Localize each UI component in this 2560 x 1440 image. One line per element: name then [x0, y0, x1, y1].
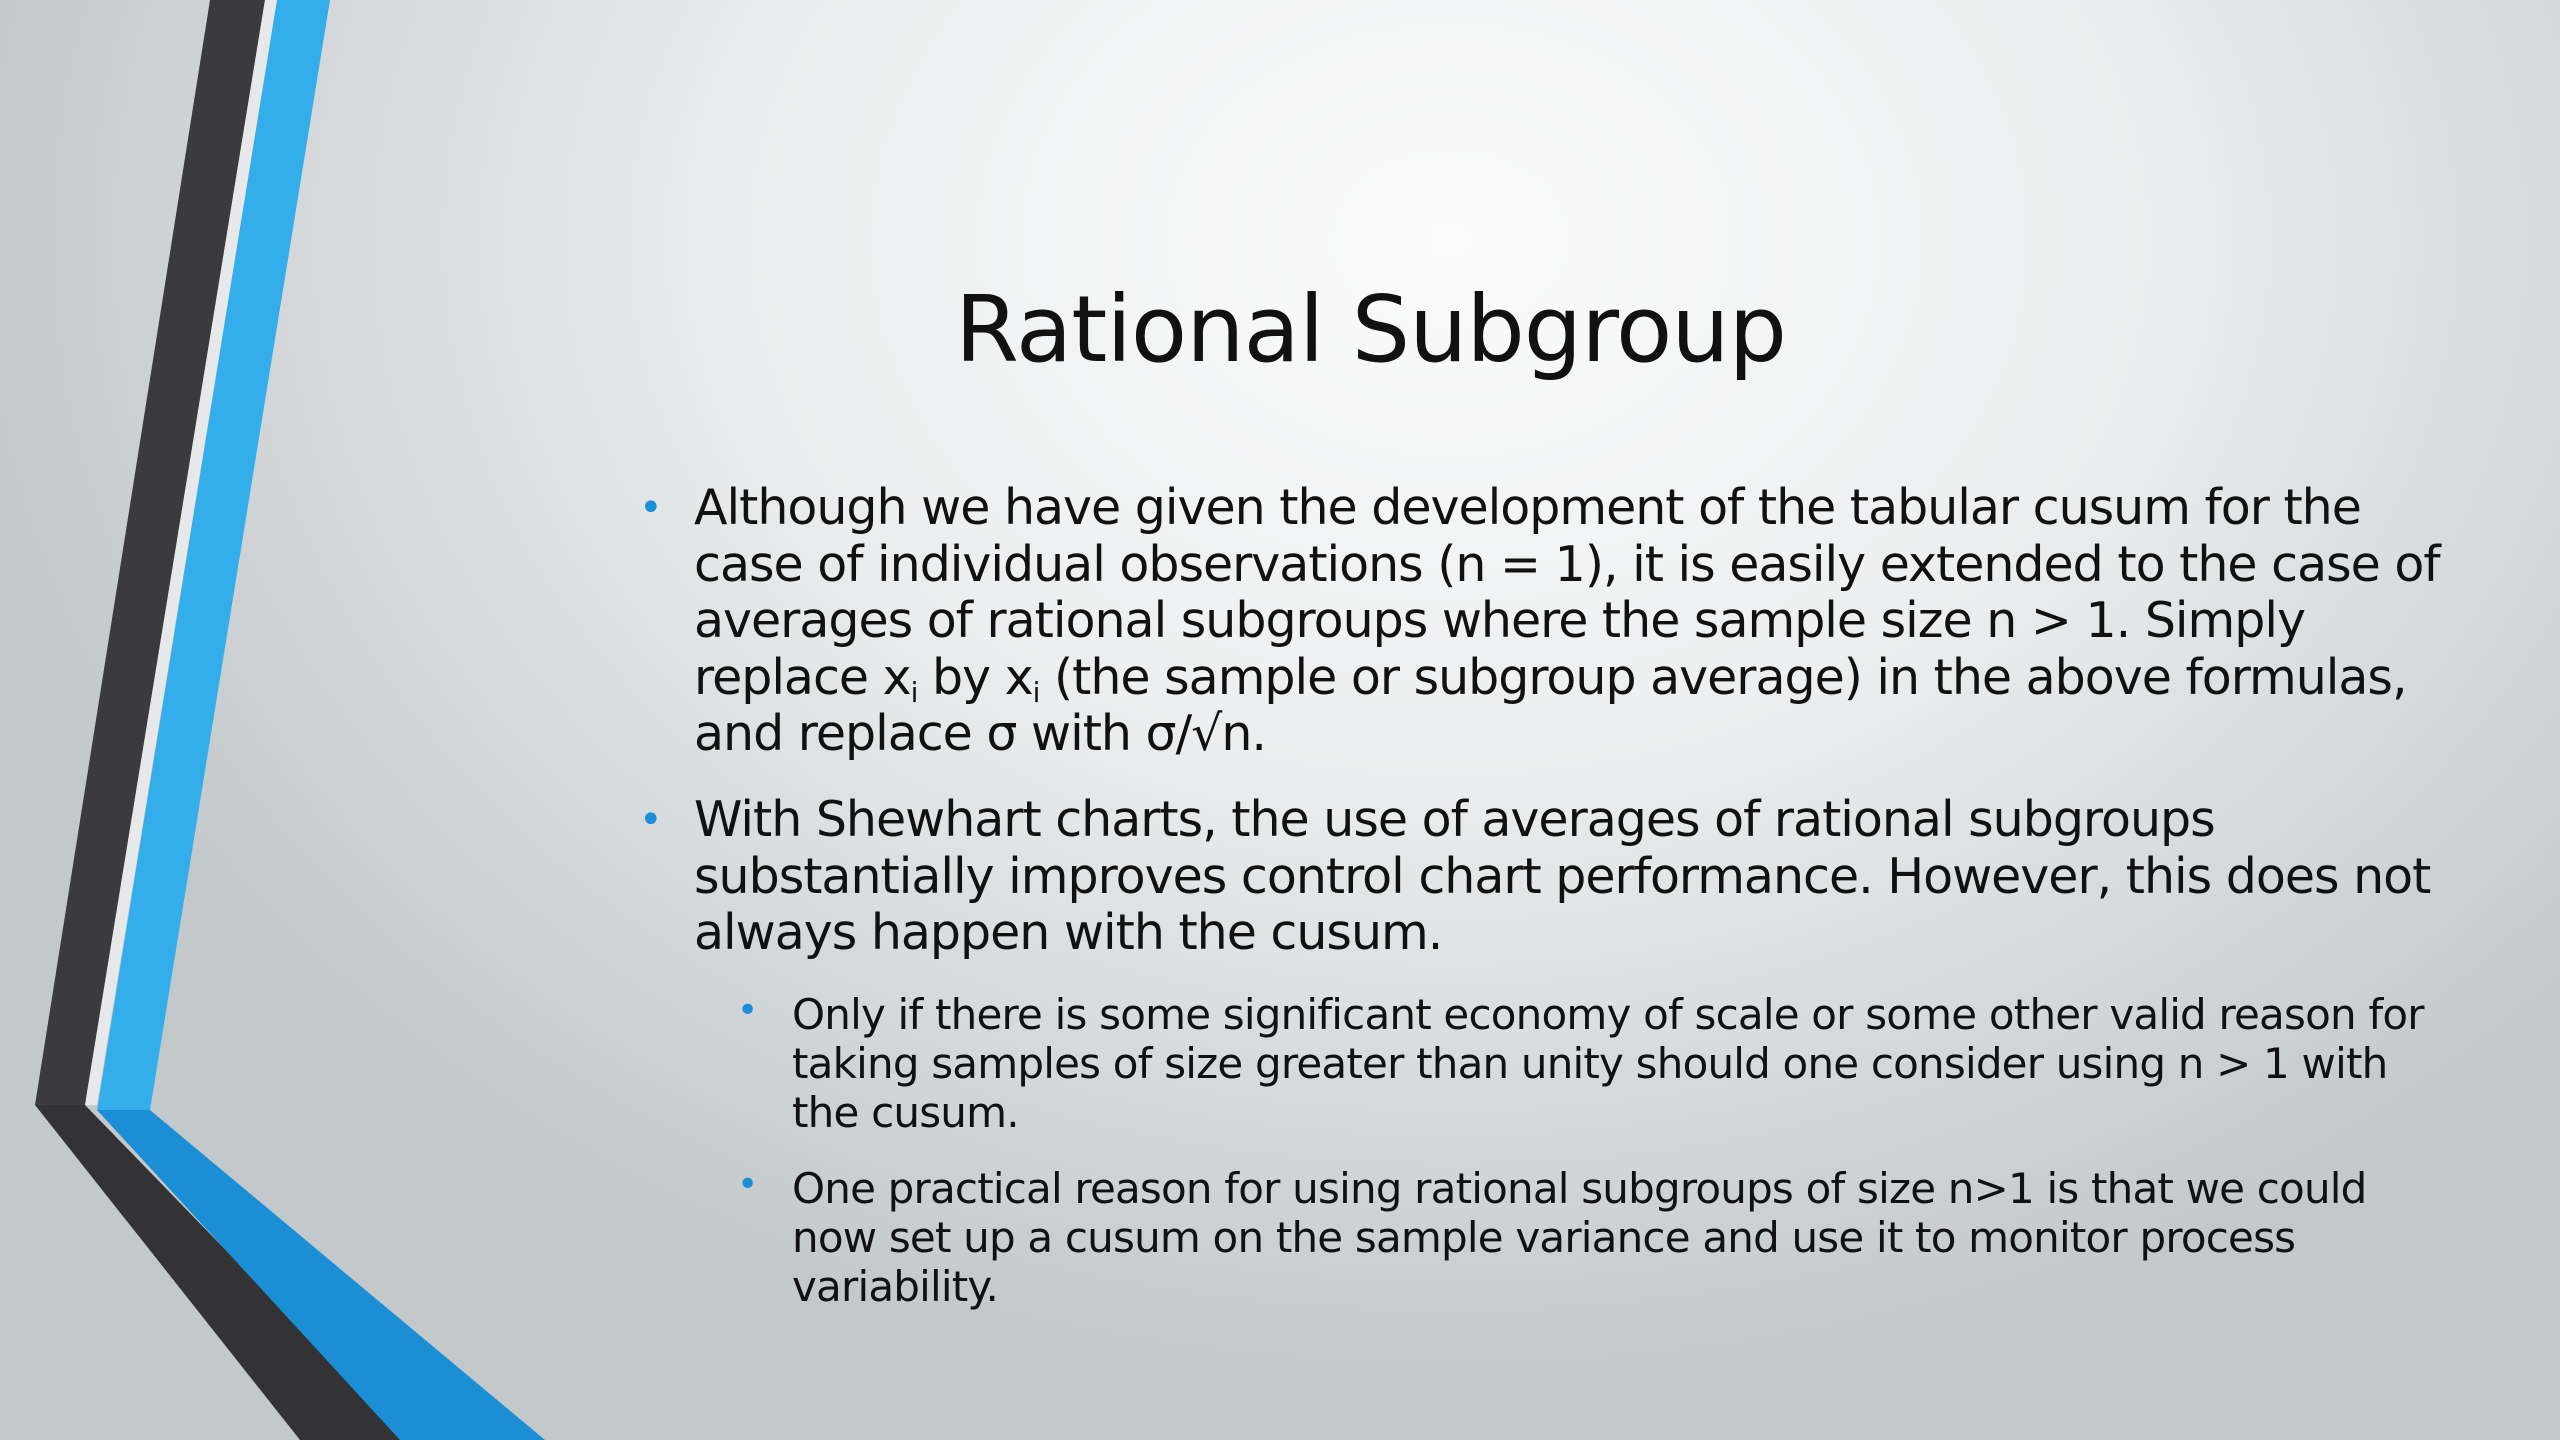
bullet-icon: • [639, 797, 662, 843]
bullet-text: Although we have given the development of the tabular cusum for the case of individual observations (n = 1), it is easily extended to the case of averages of rational subgroups where the sample size n > 1. Simply replace x [694, 479, 2440, 706]
subscript-i: i [1032, 675, 1040, 709]
bullet-icon: • [737, 990, 758, 1031]
bullet-text: (the sample or subgroup average) in the above formulas, and replace σ with σ/√n. [694, 648, 2407, 762]
sub-bullet-text: Only if there is some significant economy of scale or some other valid reason for taking samples of size greater than unity should one consider using n > 1 with the cusum. [792, 990, 2424, 1137]
slide-title: Rational Subgroup [955, 276, 1786, 383]
decor-white-gap [85, 0, 277, 1105]
decor-gray-lower [35, 1105, 410, 1440]
subscript-i: i [910, 675, 918, 709]
bullet-item [639, 791, 2444, 962]
bullet-icon: • [737, 1164, 758, 1205]
sub-bullet-item [737, 990, 2452, 1137]
bullet-text: by x [917, 648, 1033, 706]
sub-bullet-item [737, 1164, 2452, 1311]
bullet-icon: • [639, 485, 662, 531]
bullet-text: With Shewhart charts, the use of averages of rational subgroups substantially improves control chart performance. However, this does not always happen with the cusum. [694, 791, 2431, 961]
sub-bullet-text: One practical reason for using rational subgroups of size n>1 is that we could now set up a cusum on the sample variance and use it to monitor process variability. [792, 1164, 2367, 1311]
bullet-item [639, 479, 2444, 763]
